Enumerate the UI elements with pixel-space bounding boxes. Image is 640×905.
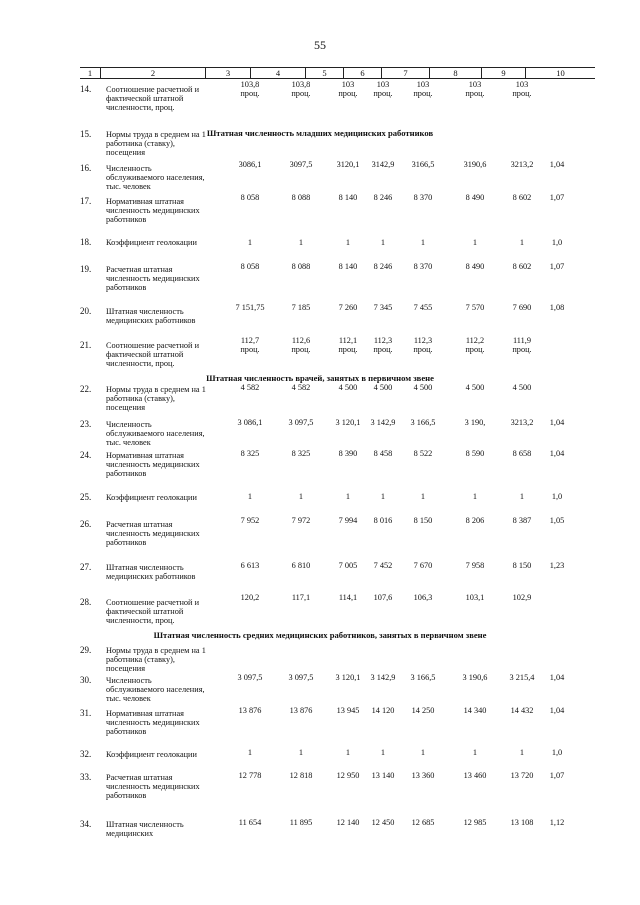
header-cell: 4 <box>250 68 305 78</box>
row-value: 1 <box>247 492 253 501</box>
row-value: 1,04 <box>549 160 565 169</box>
row-number: 32. <box>80 749 92 759</box>
row-value: 3 097,5 <box>288 673 314 682</box>
row-number: 16. <box>80 163 92 173</box>
row-value: 8 490 <box>465 262 485 271</box>
row-value: 8 390 <box>338 449 358 458</box>
row-value: 117,1 <box>291 593 311 602</box>
row-value: 7 952 <box>240 516 260 525</box>
row-value: 112,6 проц. <box>291 336 311 354</box>
row-value: 112,3 проц. <box>413 336 433 354</box>
row-value: 7 570 <box>465 303 485 312</box>
row-label: Нормативная штатная численность медицинских работников <box>106 709 200 736</box>
row-value: 3 215,4 <box>509 673 535 682</box>
row-value: 12 140 <box>336 818 360 827</box>
row-number: 20. <box>80 306 92 316</box>
row-number: 34. <box>80 819 92 829</box>
row-number: 25. <box>80 492 92 502</box>
row-value: 13 460 <box>463 771 487 780</box>
row-value: 3097,5 <box>289 160 313 169</box>
row-value: 13 108 <box>510 818 534 827</box>
row-value: 1,07 <box>549 771 565 780</box>
row-label: Расчетная штатная численность медицинских работников <box>106 773 200 800</box>
row-value: 7 690 <box>512 303 532 312</box>
row-value: 103 проц. <box>338 80 358 98</box>
row-value: 8 370 <box>413 262 433 271</box>
row-value: 7 151,75 <box>235 303 265 312</box>
row-value: 11 895 <box>289 818 313 827</box>
row-label: Нормативная штатная численность медицинских работников <box>106 197 200 224</box>
row-value: 1 <box>472 238 478 247</box>
row-value: 13 140 <box>371 771 395 780</box>
row-value: 103,8 проц. <box>291 80 311 98</box>
row-value: 7 005 <box>338 561 358 570</box>
row-label: Нормы труда в среднем на 1 работника (ставку), посещения <box>106 130 206 157</box>
row-value: 1 <box>380 492 386 501</box>
header-cell: 2 <box>100 68 205 78</box>
row-number: 31. <box>80 708 92 718</box>
row-value: 1,07 <box>549 193 565 202</box>
row-value: 3 142,9 <box>370 673 396 682</box>
row-value: 3213,2 <box>510 160 534 169</box>
row-label: Штатная численность медицинских <box>106 820 184 838</box>
row-value: 3166,5 <box>411 160 435 169</box>
row-value: 8 522 <box>413 449 433 458</box>
row-value: 3 166,5 <box>410 418 436 427</box>
row-value: 1 <box>519 748 525 757</box>
row-value: 3 190, <box>464 418 486 427</box>
row-value: 1,04 <box>549 706 565 715</box>
row-value: 3142,9 <box>371 160 395 169</box>
row-number: 22. <box>80 384 92 394</box>
row-value: 112,7 проц. <box>240 336 260 354</box>
row-value: 8 387 <box>512 516 532 525</box>
row-value: 8 150 <box>413 516 433 525</box>
row-label: Расчетная штатная численность медицинских работников <box>106 265 200 292</box>
row-value: 1 <box>420 492 426 501</box>
row-value: 112,1 проц. <box>338 336 358 354</box>
header-cell: 3 <box>205 68 250 78</box>
row-value: 103,8 проц. <box>240 80 260 98</box>
row-value: 1,04 <box>549 673 565 682</box>
row-value: 103 проц. <box>373 80 393 98</box>
row-value: 4 500 <box>338 383 358 392</box>
row-value: 1 <box>345 492 351 501</box>
row-value: 103 проц. <box>512 80 532 98</box>
row-value: 1,0 <box>551 238 563 247</box>
row-value: 8 490 <box>465 193 485 202</box>
row-value: 4 500 <box>413 383 433 392</box>
row-value: 1,04 <box>549 449 565 458</box>
row-value: 13 876 <box>289 706 313 715</box>
row-number: 14. <box>80 84 92 94</box>
row-value: 1,12 <box>549 818 565 827</box>
row-number: 17. <box>80 196 92 206</box>
section-title: Штатная численность врачей, занятых в первичном звене <box>206 373 434 383</box>
header-cell: 1 <box>87 68 93 78</box>
row-label: Соотношение расчетной и фактической штатной численности, проц. <box>106 85 200 112</box>
row-label: Расчетная штатная численность медицинских работников <box>106 520 200 547</box>
row-value: 103,1 <box>465 593 485 602</box>
row-number: 15. <box>80 129 92 139</box>
section-title: Штатная численность средних медицинских работников, занятых в первичном звене <box>153 630 487 640</box>
row-value: 8 370 <box>413 193 433 202</box>
row-value: 112,3 проц. <box>373 336 393 354</box>
row-value: 8 140 <box>338 193 358 202</box>
row-value: 8 140 <box>338 262 358 271</box>
row-value: 1 <box>247 238 253 247</box>
row-value: 7 455 <box>413 303 433 312</box>
row-value: 4 500 <box>465 383 485 392</box>
row-value: 1 <box>420 238 426 247</box>
row-value: 106,3 <box>413 593 433 602</box>
row-value: 12 818 <box>289 771 313 780</box>
row-value: 7 958 <box>465 561 485 570</box>
row-label: Соотношение расчетной и фактической штатной численности, проц. <box>106 598 200 625</box>
row-value: 13 876 <box>238 706 262 715</box>
row-value: 3 120,1 <box>335 418 361 427</box>
row-value: 1,0 <box>551 492 563 501</box>
row-number: 30. <box>80 675 92 685</box>
row-value: 13 720 <box>510 771 534 780</box>
row-value: 114,1 <box>338 593 358 602</box>
row-value: 3213,2 <box>510 418 534 427</box>
row-value: 3 097,5 <box>288 418 314 427</box>
row-label: Численность обслуживаемого населения, тыс. человек <box>106 676 205 703</box>
row-value: 8 058 <box>240 193 260 202</box>
row-label: Численность обслуживаемого населения, тыс. человек <box>106 420 205 447</box>
row-number: 23. <box>80 419 92 429</box>
row-number: 21. <box>80 340 92 350</box>
row-value: 3 166,5 <box>410 673 436 682</box>
row-value: 1 <box>472 492 478 501</box>
row-value: 7 260 <box>338 303 358 312</box>
row-value: 7 452 <box>373 561 393 570</box>
row-value: 7 670 <box>413 561 433 570</box>
row-value: 4 582 <box>291 383 311 392</box>
row-value: 1 <box>298 492 304 501</box>
row-value: 120,2 <box>240 593 260 602</box>
row-value: 14 120 <box>371 706 395 715</box>
row-value: 12 985 <box>463 818 487 827</box>
row-value: 8 602 <box>512 262 532 271</box>
row-value: 8 325 <box>291 449 311 458</box>
section-title: Штатная численность младших медицинских работников <box>206 128 434 138</box>
table-header <box>80 67 595 79</box>
row-value: 7 345 <box>373 303 393 312</box>
row-value: 1 <box>380 748 386 757</box>
row-value: 3120,1 <box>336 160 360 169</box>
row-value: 111,9 проц. <box>512 336 532 354</box>
row-value: 12 950 <box>336 771 360 780</box>
row-value: 1 <box>519 492 525 501</box>
page-number: 55 <box>314 38 326 52</box>
row-value: 1,04 <box>549 418 565 427</box>
row-value: 1 <box>345 238 351 247</box>
row-value: 1 <box>472 748 478 757</box>
row-number: 27. <box>80 562 92 572</box>
row-value: 4 500 <box>512 383 532 392</box>
row-value: 8 246 <box>373 193 393 202</box>
row-label: Коэффициент геолокации <box>106 750 197 759</box>
row-value: 7 994 <box>338 516 358 525</box>
header-cell: 5 <box>305 68 343 78</box>
row-value: 1,23 <box>549 561 565 570</box>
row-value: 102,9 <box>512 593 532 602</box>
header-cell: 10 <box>525 68 595 78</box>
row-label: Нормы труда в среднем на 1 работника (ставку), посещения <box>106 646 206 673</box>
row-value: 8 206 <box>465 516 485 525</box>
row-value: 3 097,5 <box>237 673 263 682</box>
row-value: 3 086,1 <box>237 418 263 427</box>
header-cell: 7 <box>381 68 429 78</box>
row-value: 8 088 <box>291 262 311 271</box>
row-value: 12 778 <box>238 771 262 780</box>
row-value: 8 325 <box>240 449 260 458</box>
row-value: 14 250 <box>411 706 435 715</box>
row-value: 3 120,1 <box>335 673 361 682</box>
row-number: 24. <box>80 450 92 460</box>
row-value: 6 810 <box>291 561 311 570</box>
row-value: 1 <box>380 238 386 247</box>
row-label: Коэффициент геолокации <box>106 493 197 502</box>
row-value: 8 458 <box>373 449 393 458</box>
row-value: 103 проц. <box>465 80 485 98</box>
row-value: 1 <box>298 748 304 757</box>
row-label: Нормативная штатная численность медицинских работников <box>106 451 200 478</box>
row-value: 1,08 <box>549 303 565 312</box>
row-value: 4 582 <box>240 383 260 392</box>
row-value: 12 685 <box>411 818 435 827</box>
row-value: 112,2 проц. <box>465 336 485 354</box>
row-number: 28. <box>80 597 92 607</box>
row-number: 26. <box>80 519 92 529</box>
row-value: 1 <box>247 748 253 757</box>
row-value: 3190,6 <box>463 160 487 169</box>
row-value: 3 142,9 <box>370 418 396 427</box>
row-value: 107,6 <box>373 593 393 602</box>
row-number: 18. <box>80 237 92 247</box>
row-label: Соотношение расчетной и фактической штатной численности, проц. <box>106 341 200 368</box>
row-value: 7 972 <box>291 516 311 525</box>
row-value: 8 088 <box>291 193 311 202</box>
row-number: 33. <box>80 772 92 782</box>
row-label: Коэффициент геолокации <box>106 238 197 247</box>
row-value: 1,0 <box>551 748 563 757</box>
row-value: 8 058 <box>240 262 260 271</box>
row-value: 13 945 <box>336 706 360 715</box>
row-label: Штатная численность медицинских работников <box>106 563 196 581</box>
row-value: 8 150 <box>512 561 532 570</box>
header-cell: 6 <box>343 68 381 78</box>
row-value: 4 500 <box>373 383 393 392</box>
row-value: 103 проц. <box>413 80 433 98</box>
row-value: 7 185 <box>291 303 311 312</box>
row-value: 14 340 <box>463 706 487 715</box>
row-value: 1 <box>345 748 351 757</box>
row-number: 29. <box>80 645 92 655</box>
row-value: 14 432 <box>510 706 534 715</box>
row-value: 13 360 <box>411 771 435 780</box>
row-value: 6 613 <box>240 561 260 570</box>
row-value: 1 <box>519 238 525 247</box>
row-label: Численность обслуживаемого населения, тыс. человек <box>106 164 205 191</box>
row-label: Штатная численность медицинских работников <box>106 307 196 325</box>
row-value: 1 <box>298 238 304 247</box>
header-cell: 8 <box>429 68 481 78</box>
row-value: 1,07 <box>549 262 565 271</box>
row-number: 19. <box>80 264 92 274</box>
row-value: 8 016 <box>373 516 393 525</box>
row-value: 8 602 <box>512 193 532 202</box>
row-value: 8 590 <box>465 449 485 458</box>
row-value: 8 658 <box>512 449 532 458</box>
row-value: 3 190,6 <box>462 673 488 682</box>
row-value: 1 <box>420 748 426 757</box>
row-value: 1,05 <box>549 516 565 525</box>
row-value: 11 654 <box>238 818 262 827</box>
row-value: 8 246 <box>373 262 393 271</box>
row-label: Нормы труда в среднем на 1 работника (ставку), посещения <box>106 385 206 412</box>
row-value: 3086,1 <box>238 160 262 169</box>
row-value: 12 450 <box>371 818 395 827</box>
header-cell: 9 <box>481 68 525 78</box>
